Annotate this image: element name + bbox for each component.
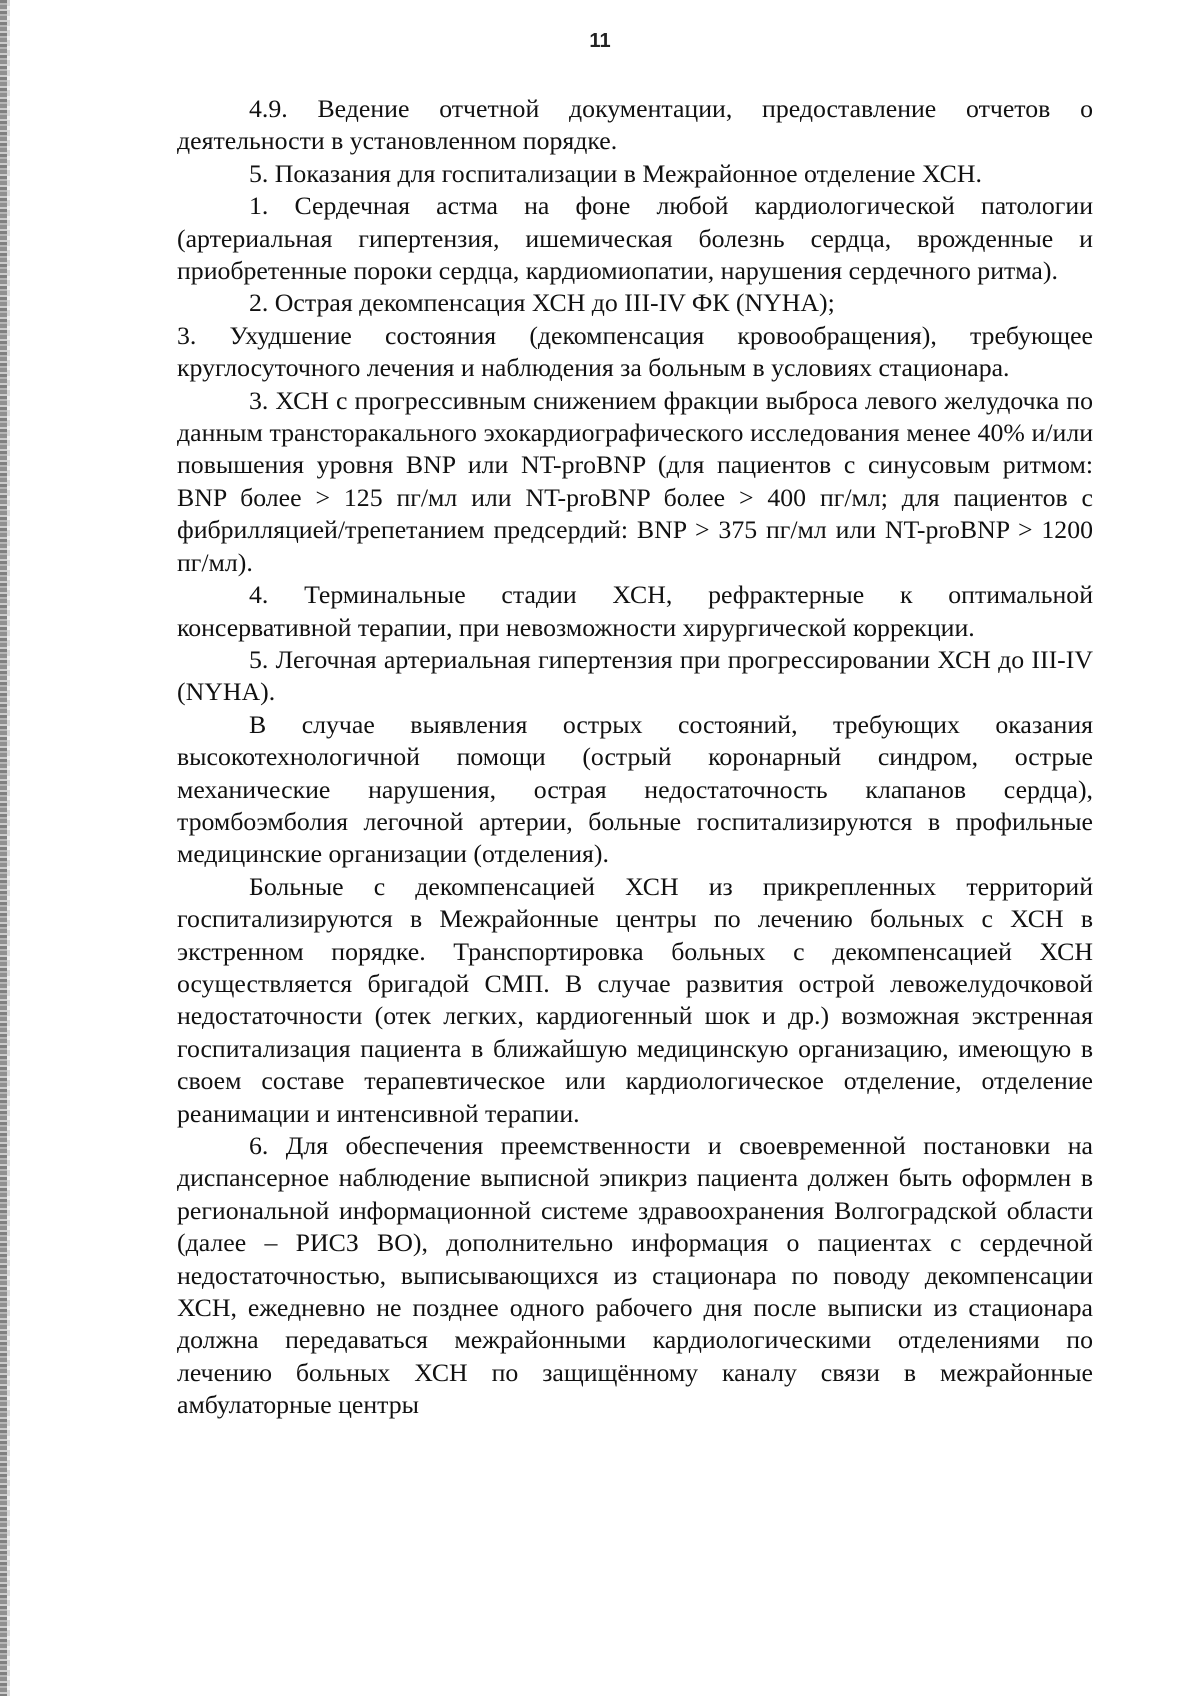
page-number: 11: [589, 30, 611, 52]
paragraph-hospitalization: Больные с декомпенсацией ХСН из прикрепленных территорий госпитализируются в Межрайонные центры по лечению больных с ХСН в экстренном порядке. Транспортировка больных с декомпенсацией ХСН осуществляется бригадой СМП. В случае развития острой левожелудочковой недостаточности (отек легких, кардиогенный шок и др.) возможная экстренная госпитализация пациента в ближайшую медицинскую организацию, имеющую в своем составе терапевтическое или кардиологическое отделение, отделение реанимации и интенсивной терапии.: [177, 871, 1093, 1128]
scan-edge-artifact: [0, 0, 7, 1696]
paragraph-item-3b: 3. ХСН с прогрессивным снижением фракции выброса левого желудочка по данным трансторакального эхокардиографического исследования менее 40% и/или повышения уровня BNP или NT-proBNP (для пациентов с синусовым ритмом: BNP более > 125 пг/мл или NT-proBNP более > 400 пг/мл; для пациентов с фибрилляцией/трепетанием предсердий: BNP > 375 пг/мл или NT-proBNP > 1200 пг/мл).: [177, 385, 1093, 577]
paragraph-item-3a: 3. Ухудшение состояния (декомпенсация кровообращения), требующее круглосуточного лечения и наблюдения за больным в условиях стационара.: [177, 320, 1093, 383]
paragraph-5-heading: 5. Показания для госпитализации в Межрайонное отделение ХСН.: [249, 158, 982, 188]
paragraph-item-2: 2. Острая декомпенсация ХСН до III-IV ФК (NYHA);: [249, 288, 835, 318]
document-body: [177, 93, 1093, 1422]
paragraph-item-6: 6. Для обеспечения преемственности и своевременной постановки на диспансерное наблюдение выписной эпикриз пациента должен быть оформлен в региональной информационной системе здравоохранения Волгоградской области (далее – РИСЗ ВО), дополнительно информация о пациентах с сердечной недостаточностью, выписывающихся из стационара по поводу декомпенсации ХСН, ежедневно не позднее одного рабочего дня после выписки из стационара должна передаваться межрайонными кардиологическими отделениями по лечению больных ХСН по защищённому каналу связи в межрайонные амбулаторные центры: [177, 1131, 1093, 1420]
paragraph-item-1: 1. Сердечная астма на фоне любой кардиологической патологии (артериальная гипертензия, ишемическая болезнь сердца, врожденные и приобретенные пороки сердца, кардиомиопатии, нарушения сердечного ритма).: [177, 191, 1093, 286]
paragraph-4-9: 4.9. Ведение отчетной документации, предоставление отчетов о деятельности в установленном порядке.: [177, 94, 1093, 156]
paragraph-item-5: 5. Легочная артериальная гипертензия при прогрессировании ХСН до III-IV (NYHA).: [177, 644, 1093, 707]
scan-edge-shadow: [7, 0, 10, 1696]
paragraph-acute-conditions: В случае выявления острых состояний, требующих оказания высокотехнологичной помощи (острый коронарный синдром, острые механические нарушения, острая недостаточность клапанов сердца), тромбоэмболия легочной артерии, больные госпитализируются в профильные медицинские организации (отделения).: [177, 709, 1093, 869]
paragraph-item-4: 4. Терминальные стадии ХСН, рефрактерные к оптимальной консервативной терапии, при невозможности хирургической коррекции.: [177, 580, 1093, 642]
